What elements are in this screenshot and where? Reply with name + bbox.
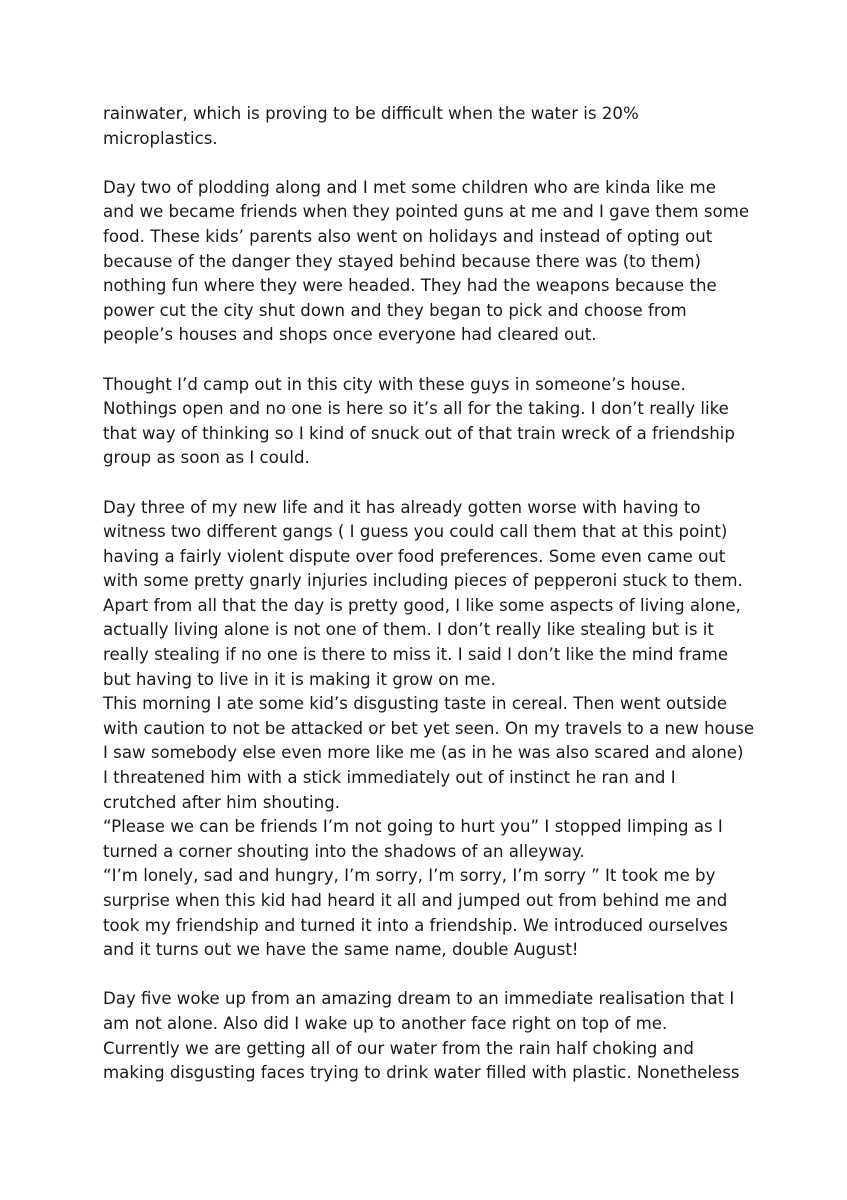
text-line: took my friendship and turned it into a friendship. We introduced ourselves (103, 915, 728, 935)
text-line: Day two of plodding along and I met some children who are kinda like me (103, 177, 716, 197)
text-line: power cut the city shut down and they began to pick and choose from (103, 300, 687, 320)
text-line: Day five woke up from an amazing dream to an immediate realisation that I (103, 989, 735, 1009)
text-line: making disgusting faces trying to drink water filled with plastic. Nonetheless (103, 1063, 740, 1083)
document-page (103, 102, 763, 1086)
paragraph-camp-out (103, 373, 763, 471)
paragraph-day-five (103, 987, 763, 1085)
text-line: turned a corner shouting into the shadows of an alleyway. (103, 841, 585, 861)
text-line: “I’m lonely, sad and hungry, I’m sorry, I’m sorry, I’m sorry ” It took me by (103, 866, 716, 886)
text-line: group as soon as I could. (103, 448, 310, 468)
text-line: people’s houses and shops once everyone had cleared out. (103, 325, 597, 345)
text-line: I saw somebody else even more like me (as in he was also scared and alone) (103, 743, 744, 763)
text-line: Thought I’d camp out in this city with these guys in someone’s house. (103, 374, 686, 394)
text-line: witness two different gangs ( I guess you could call them that at this point) (103, 522, 728, 542)
text-line: with caution to not be attacked or bet yet seen. On my travels to a new house (103, 718, 755, 738)
text-line: with some pretty gnarly injuries including pieces of pepperoni stuck to them. (103, 571, 743, 591)
text-line: “Please we can be friends I’m not going to hurt you” I stopped limping as I (103, 817, 723, 837)
text-line: surprise when this kid had heard it all and jumped out from behind me and (103, 891, 728, 910)
paragraph-day-two (103, 176, 763, 348)
text-line: and we became friends when they pointed guns at me and I gave them some (103, 202, 750, 222)
text-line: because of the danger they stayed behind because there was (to them) (103, 251, 701, 271)
text-line: Currently we are getting all of our water from the rain half choking and (103, 1038, 694, 1058)
text-line: crutched after him shouting. (103, 792, 340, 812)
text-line: and it turns out we have the same name, double August! (103, 940, 579, 960)
text-line: This morning I ate some kid’s disgusting taste in cereal. Then went outside (103, 694, 728, 714)
text-line: Apart from all that the day is pretty good, I like some aspects of living alone, (103, 595, 741, 615)
text-line: rainwater, which is proving to be difficult when the water is 20% (103, 104, 639, 123)
text-line: food. These kids’ parents also went on holidays and instead of opting out (103, 226, 713, 246)
paragraph-rainwater (103, 102, 763, 151)
text-line: microplastics. (103, 128, 218, 148)
text-line: that way of thinking so I kind of snuck out of that train wreck of a friendship (103, 423, 735, 443)
text-line: I threatened him with a stick immediately out of instinct he ran and I (103, 768, 676, 788)
text-line: actually living alone is not one of them. I don’t really like stealing but is it (103, 620, 714, 640)
text-line: Nothings open and no one is here so it’s all for the taking. I don’t really like (103, 399, 729, 419)
text-line: Day three of my new life and it has already gotten worse with having to (103, 497, 701, 517)
text-line: but having to live in it is making it grow on me. (103, 669, 496, 689)
text-line: am not alone. Also did I wake up to another face right on top of me. (103, 1013, 668, 1033)
text-line: having a fairly violent dispute over food preferences. Some even came out (103, 546, 726, 566)
text-line: really stealing if no one is there to miss it. I said I don’t like the mind frame (103, 645, 729, 665)
paragraph-day-three (103, 496, 763, 963)
text-line: nothing fun where they were headed. They had the weapons because the (103, 276, 717, 296)
